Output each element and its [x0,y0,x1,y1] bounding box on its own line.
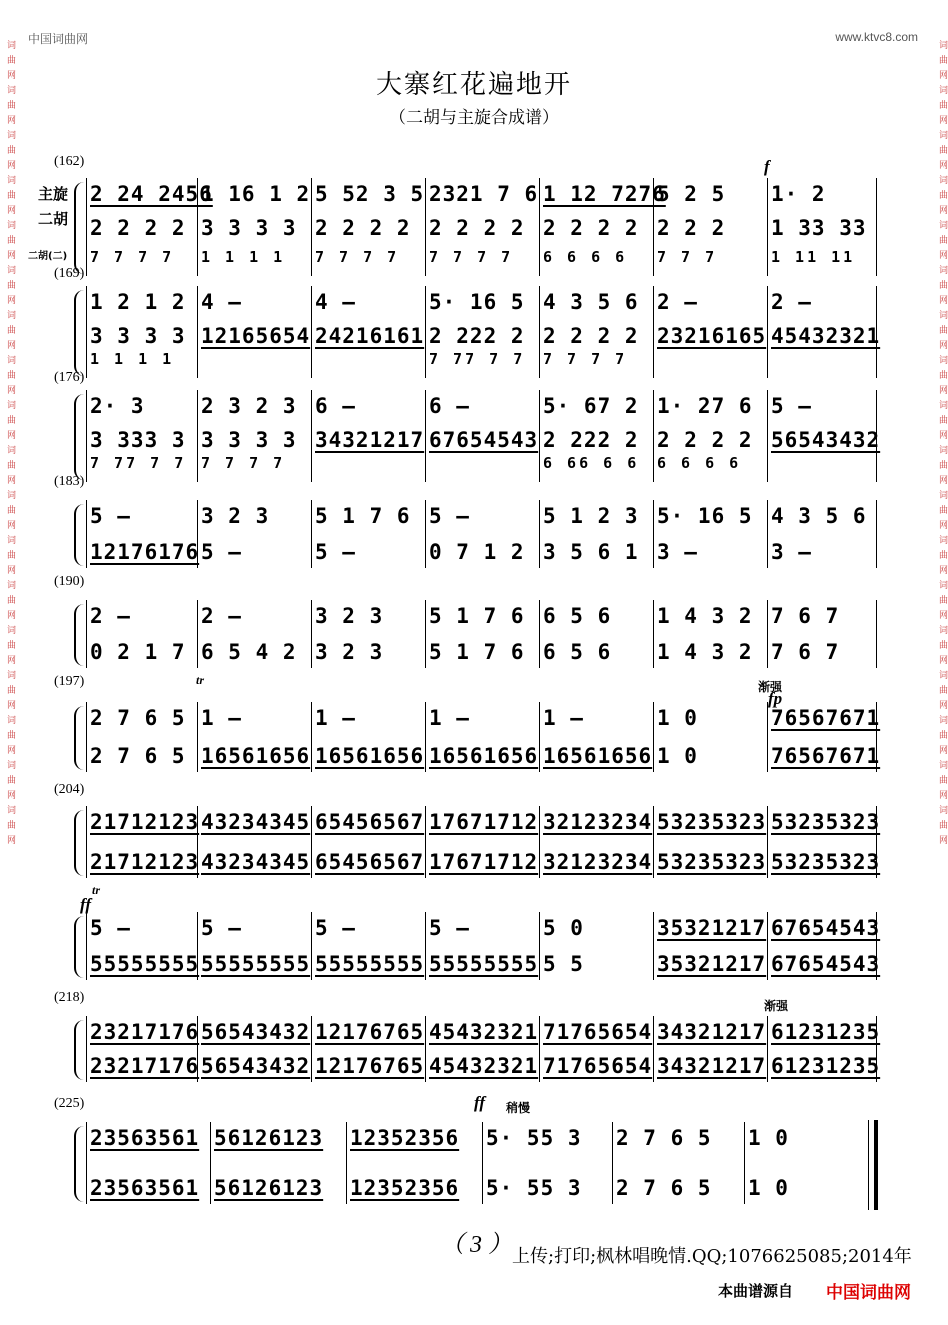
measure-notes: 1 – [315,706,356,730]
measure-notes: 2 2 2 2 [315,216,411,240]
measure-notes: 7 7 7 7 [201,454,286,472]
measure-notes: 21712123 [90,810,200,834]
measure-notes: 21712123 [90,850,200,874]
measure-notes: 1 1 1 1 [90,350,175,368]
staff-row [86,706,881,732]
measure-notes: 3 3 3 3 [201,428,297,452]
measure-notes: 2 222 2 [429,324,525,348]
staff-row [86,1054,881,1080]
side-watermark-left: 词曲网词曲网词曲网词曲网词曲网词曲网词曲网词曲网词曲网词曲网词曲网词曲网词曲网词曲网词曲网词曲网词曲网词曲网 [5,40,15,850]
staff-row [86,350,876,376]
measure-notes: 4 – [201,290,242,314]
measure-notes: 43234345 [201,810,311,834]
label-erhu: 二胡 [38,210,69,228]
measure-notes: 16561656 [429,744,539,768]
measure-notes: 23216165 [657,324,767,348]
measure-notes: 1 4 3 2 [657,640,753,664]
staff-row [86,394,876,420]
measure-notes: 1 33 33 [771,216,867,240]
measure-notes: 6 6 6 6 [543,248,628,266]
measure-notes: 5 0 [543,916,584,940]
header-site-left: 中国词曲网 [28,32,89,46]
measure-notes: 56126123 [214,1176,324,1200]
measure-number: (183) [54,474,85,489]
measure-notes: 76567671 [771,706,881,730]
measure-notes: 12176176 [90,540,200,564]
measure-notes: 65456567 [315,850,425,874]
source-label: 本曲谱源自 [718,1282,794,1300]
measure-notes: 1 – [543,706,584,730]
measure-notes: 6 5 4 2 [201,640,297,664]
measure-notes: 32123234 [543,810,653,834]
system-brace [74,604,84,666]
dyn-tr-1: tr [196,673,205,687]
measure-notes: 67654543 [771,916,881,940]
measure-notes: 61231235 [771,1054,881,1078]
measure-notes: 3 – [771,540,812,564]
measure-notes: 6 5 6 [543,640,612,664]
label-main: 主旋 [38,185,69,203]
dyn-ff-1: ff [80,895,92,914]
measure-notes: 1 0 [748,1176,789,1200]
measure-notes: 1 0 [657,744,698,768]
staff-row [86,428,881,454]
measure-notes: 5 – [201,916,242,940]
measure-notes: 7 7 7 7 [543,350,628,368]
measure-notes: 55555555 [90,952,200,976]
page-number: （ 3 ） [440,1232,512,1258]
measure-notes: 4 3 5 6 [771,504,867,528]
measure-notes: 3 2 3 [315,604,384,628]
measure-notes: 5 1 2 3 [543,504,639,528]
system-brace [74,810,84,876]
dyn-shaoman: 稍慢 [506,1101,531,1115]
measure-notes: 7 7 7 7 [315,248,400,266]
measure-notes: 16561656 [543,744,653,768]
measure-notes: 55555555 [315,952,425,976]
measure-notes: 5 – [771,394,812,418]
measure-notes: 16561656 [201,744,311,768]
measure-notes: 71765654 [543,1054,653,1078]
header-site-right: www.ktvc8.com [835,30,918,44]
measure-notes: 56126123 [214,1126,324,1150]
measure-notes: 6 5 6 [543,604,612,628]
measure-notes: 6 – [315,394,356,418]
measure-notes: 5 – [429,916,470,940]
final-barline-thin [868,1120,869,1210]
measure-notes: 55555555 [201,952,311,976]
measure-notes: 6 – [429,394,470,418]
system-brace [74,706,84,770]
measure-notes: 5 52 3 5 [315,182,425,206]
staff-row [86,290,876,316]
measure-notes: 53235323 [657,850,767,874]
measure-notes: 2 2 2 2 [543,216,639,240]
measure-notes: 5· 16 5 [657,504,753,528]
staff-row [86,850,881,876]
system-brace [74,1020,84,1080]
measure-notes: 12352356 [350,1126,460,1150]
measure-notes: 5 – [429,504,470,528]
measure-notes: 2 2 2 2 [543,324,639,348]
barline [876,500,877,568]
measure-notes: 2 2 2 2 [429,216,525,240]
measure-number: (190) [54,574,85,589]
dyn-fp: fp [768,689,783,708]
staff-row [86,454,876,480]
measure-notes: 5 – [315,540,356,564]
measure-notes: 2 222 2 [543,428,639,452]
measure-notes: 2321 7 6 [429,182,539,206]
measure-notes: 2 – [657,290,698,314]
measure-notes: 1 12 7276 [543,182,666,206]
dyn-tr-2: tr [92,883,101,897]
measure-notes: 1 11 11 [771,248,856,266]
staff-row [86,182,876,208]
staff-row [86,1126,876,1152]
measure-notes: 3 3 3 3 [201,216,297,240]
measure-notes: 67654543 [771,952,881,976]
measure-notes: 5 5 [543,952,584,976]
staff-row [86,540,876,566]
measure-notes: 34321217 [657,1020,767,1044]
staff-row [86,744,881,770]
measure-notes: 23217176 [90,1020,200,1044]
measure-notes: 1 0 [657,706,698,730]
measure-notes: 2 2 2 [657,216,726,240]
staff-row [86,604,876,630]
measure-notes: 34321217 [657,1054,767,1078]
measure-notes: 5 2 5 [657,182,726,206]
measure-notes: 53235323 [771,810,881,834]
measure-notes: 2 24 2456 [90,182,213,206]
measure-notes: 7 7 7 7 [429,248,514,266]
measure-notes: 1 1 1 1 [201,248,286,266]
system-brace [74,182,84,274]
measure-number: (169) [54,266,85,281]
measure-notes: 3 2 3 [201,504,270,528]
measure-notes: 2 – [90,604,131,628]
measure-notes: 23563561 [90,1126,200,1150]
measure-number: (162) [54,154,85,169]
measure-notes: 32123234 [543,850,653,874]
measure-notes: 1 2 1 2 [90,290,186,314]
measure-notes: 45432321 [429,1054,539,1078]
measure-notes: 35321217 [657,916,767,940]
measure-notes: 17671712 [429,850,539,874]
measure-notes: 7 77 7 7 [429,350,526,368]
staff-row [86,324,881,350]
measure-notes: 0 2 1 7 [90,640,186,664]
system-brace [74,1126,84,1202]
measure-notes: 3 333 3 [90,428,186,452]
measure-number: (176) [54,370,85,385]
barline [876,600,877,668]
measure-number: (197) [54,674,85,689]
measure-notes: 5· 16 5 [429,290,525,314]
measure-notes: 1 – [201,706,242,730]
dyn-f: f [764,157,770,176]
measure-number: (204) [54,782,85,797]
measure-notes: 2 7 6 5 [616,1126,712,1150]
measure-notes: 7 7 7 [657,248,718,266]
measure-notes: 56543432 [201,1020,311,1044]
measure-notes: 7 6 7 [771,640,840,664]
measure-notes: 55555555 [429,952,539,976]
measure-notes: 2 7 6 5 [90,744,186,768]
measure-notes: 3 – [657,540,698,564]
measure-notes: 5 – [315,916,356,940]
measure-notes: 1 – [429,706,470,730]
measure-notes: 1 4 3 2 [657,604,753,628]
system-brace [74,394,84,480]
staff-row [86,216,876,242]
measure-notes: 12165654 [201,324,311,348]
measure-notes: 43234345 [201,850,311,874]
measure-notes: 2 7 6 5 [616,1176,712,1200]
measure-notes: 65456567 [315,810,425,834]
label-erhu2: 二胡(二) [28,251,68,262]
measure-notes: 2 2 2 2 [90,216,186,240]
barline [876,178,877,276]
measure-notes: 5· 67 2 [543,394,639,418]
measure-notes: 3 3 3 3 [90,324,186,348]
system-brace [74,290,84,376]
measure-notes: 23217176 [90,1054,200,1078]
dyn-ff-2: ff [474,1093,486,1112]
measure-notes: 5 – [201,540,242,564]
measure-notes: 2· 3 [90,394,145,418]
measure-notes: 12352356 [350,1176,460,1200]
measure-notes: 3 2 3 [315,640,384,664]
staff-row [86,640,876,666]
measure-notes: 2 2 2 2 [657,428,753,452]
measure-notes: 2 7 6 5 [90,706,186,730]
measure-notes: 7 6 7 [771,604,840,628]
measure-notes: 7 7 7 7 [90,248,175,266]
measure-notes: 5 1 7 6 [429,640,525,664]
measure-notes: 34321217 [315,428,425,452]
measure-notes: 5 1 7 6 [315,504,411,528]
measure-notes: 35321217 [657,952,767,976]
dyn-jianqiang-1: 渐强 [758,680,783,694]
final-barline-thick [874,1120,878,1210]
staff-row [86,1020,881,1046]
measure-notes: 45432321 [771,324,881,348]
staff-row [86,1176,876,1202]
measure-notes: 16561656 [315,744,425,768]
measure-notes: 76567671 [771,744,881,768]
source-site: 中国词曲网 [826,1283,911,1303]
measure-notes: 67654543 [429,428,539,452]
measure-notes: 53235323 [657,810,767,834]
measure-notes: 24216161 [315,324,425,348]
measure-notes: 12176765 [315,1020,425,1044]
score-title: 大寨红花遍地开 [375,70,572,100]
measure-notes: 12176765 [315,1054,425,1078]
score-subtitle: （二胡与主旋合成谱） [389,108,559,128]
system-brace [74,916,84,978]
measure-notes: 6 66 6 6 [543,454,640,472]
measure-notes: 56543432 [201,1054,311,1078]
measure-notes: 45432321 [429,1020,539,1044]
measure-notes: 6 6 6 6 [657,454,742,472]
measure-notes: 5· 55 3 [486,1126,582,1150]
measure-notes: 1 16 1 2 [201,182,311,206]
dyn-jianqiang-2: 渐强 [764,999,789,1013]
measure-number: (218) [54,990,85,1005]
measure-notes: 56543432 [771,428,881,452]
staff-row [86,916,881,942]
measure-notes: 17671712 [429,810,539,834]
measure-notes: 2 3 2 3 [201,394,297,418]
measure-notes: 4 – [315,290,356,314]
measure-notes: 2 – [201,604,242,628]
system-brace [74,504,84,566]
staff-row [86,504,876,530]
measure-notes: 1 0 [748,1126,789,1150]
measure-notes: 23563561 [90,1176,200,1200]
measure-notes: 1· 27 6 [657,394,753,418]
measure-notes: 0 7 1 2 [429,540,525,564]
measure-notes: 5· 55 3 [486,1176,582,1200]
measure-notes: 53235323 [771,850,881,874]
side-watermark-right: 词曲网词曲网词曲网词曲网词曲网词曲网词曲网词曲网词曲网词曲网词曲网词曲网词曲网词曲网词曲网词曲网词曲网词曲网 [937,40,947,850]
staff-row [86,248,876,274]
measure-notes: 5 – [90,916,131,940]
staff-row [86,810,881,836]
measure-notes: 1· 2 [771,182,826,206]
staff-row [86,952,881,978]
measure-notes: 3 5 6 1 [543,540,639,564]
measure-notes: 71765654 [543,1020,653,1044]
measure-notes: 7 77 7 7 [90,454,187,472]
measure-number: (225) [54,1096,85,1111]
measure-notes: 61231235 [771,1020,881,1044]
measure-notes: 2 – [771,290,812,314]
measure-notes: 5 1 7 6 [429,604,525,628]
measure-notes: 4 3 5 6 [543,290,639,314]
upload-credit: 上传;打印;枫林唱晚情.QQ;1076625085;2014年 [512,1246,912,1267]
measure-notes: 5 – [90,504,131,528]
